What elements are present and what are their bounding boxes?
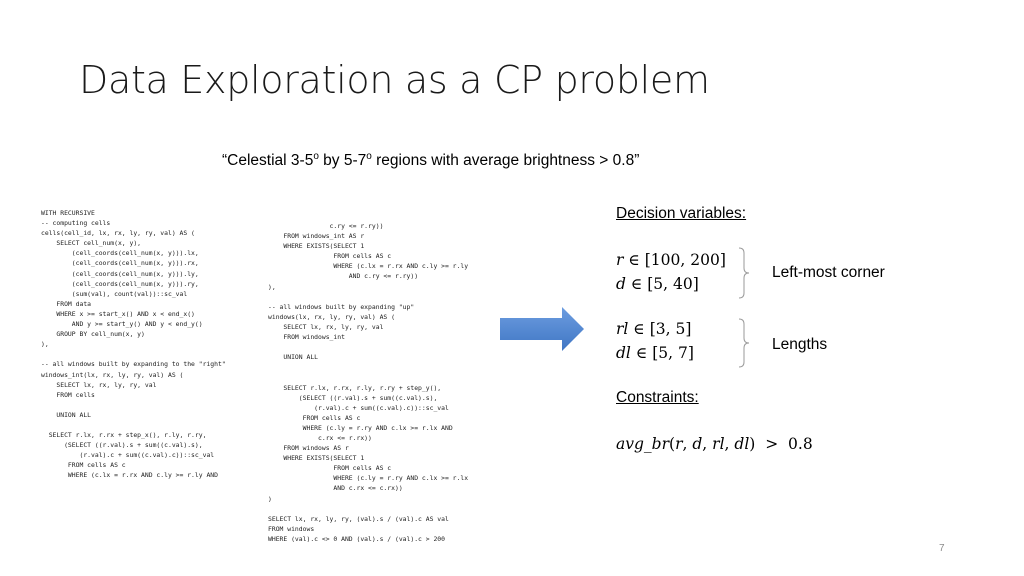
var-r-domain: r ∈ [100, 200]	[616, 251, 726, 269]
brace-corner	[738, 247, 752, 299]
lengths-label: Lengths	[772, 336, 828, 353]
sql-code-right: c.ry <= r.ry)) FROM windows_int AS r WHERE EXISTS(SELECT 1 FROM cells AS c WHERE (c.lx = r.rx AND c.ly >= r.ly AND c.ry <= r.ry)) ), -- all windows built by expanding "up" windows(lx, rx, ly, ry, val) AS ( SELECT lx, rx, ly, ry, val FROM windows_int UNION ALL SELECT r.lx, r.rx, r.ly, r.ry + step_y(), (SELECT ((r.val).s + sum((c.val).s), (r.val).c + sum((c.val).c))::sc_val FROM cells AS c WHERE (c.ly = r.ry AND c.lx >= r.lx AND c.rx <= r.rx)) FROM windows AS r WHERE EXISTS(SELECT 1 FROM cells AS c WHERE (c.ly = r.ry AND c.lx >= r.lx AND c.rx <= c.rx)) ) SELECT lx, rx, ly, ry, (val).s / (val).c AS val FROM windows WHERE (val).c <> 0 AND (val).s / (val).c > 200	[268, 222, 469, 543]
var-d-domain: d ∈ [5, 40]	[616, 275, 699, 293]
brace-lengths	[738, 318, 752, 368]
quote-text: “Celestial 3-5$^o$ by 5-7$^o$ regions with average brightness > 0.8”	[222, 151, 640, 169]
var-rl-domain: rl ∈ [3, 5]	[616, 320, 692, 338]
page-number: 7	[939, 543, 945, 554]
right-arrow-icon	[500, 307, 584, 351]
var-dl-domain: dl ∈ [5, 7]	[616, 344, 694, 362]
decision-variables-heading: Decision variables:	[616, 205, 747, 222]
left-most-corner-label: Left-most corner	[772, 264, 885, 281]
sql-code-left: WITH RECURSIVE -- computing cells cells(cell_id, lx, rx, ly, ry, val) AS ( SELECT cell_num(x, y), (cell_coords(cell_num(x, y))).lx, (cell_coords(cell_num(x, y))).rx, (cell_coords(cell_num(x, y))).ly, (cell_coords(cell_num(x, y))).ry, (sum(val), count(val))::sc_val FROM data WHERE x >= start_x() AND x < end_x() AND y >= start_y() AND y < end_y() GROUP BY cell_num(x, y) ), -- all windows built by expanding to the "right" windows_int(lx, rx, ly, ry, val) AS ( SELECT lx, rx, ly, ry, val FROM cells UNION ALL SELECT r.lx, r.rx + step_x(), r.ly, r.ry, (SELECT ((r.val).s + sum((c.val).s), (r.val).c + sum((c.val).c))::sc_val FROM cells AS c WHERE (c.lx = r.rx AND c.ly >= r.ly AND	[41, 209, 226, 480]
constraint-expression: avg_br(r, d, rl, dl) > 0.8	[616, 435, 813, 453]
slide-title: Data Exploration as a CP problem	[79, 58, 710, 102]
constraints-heading: Constraints:	[616, 389, 699, 406]
